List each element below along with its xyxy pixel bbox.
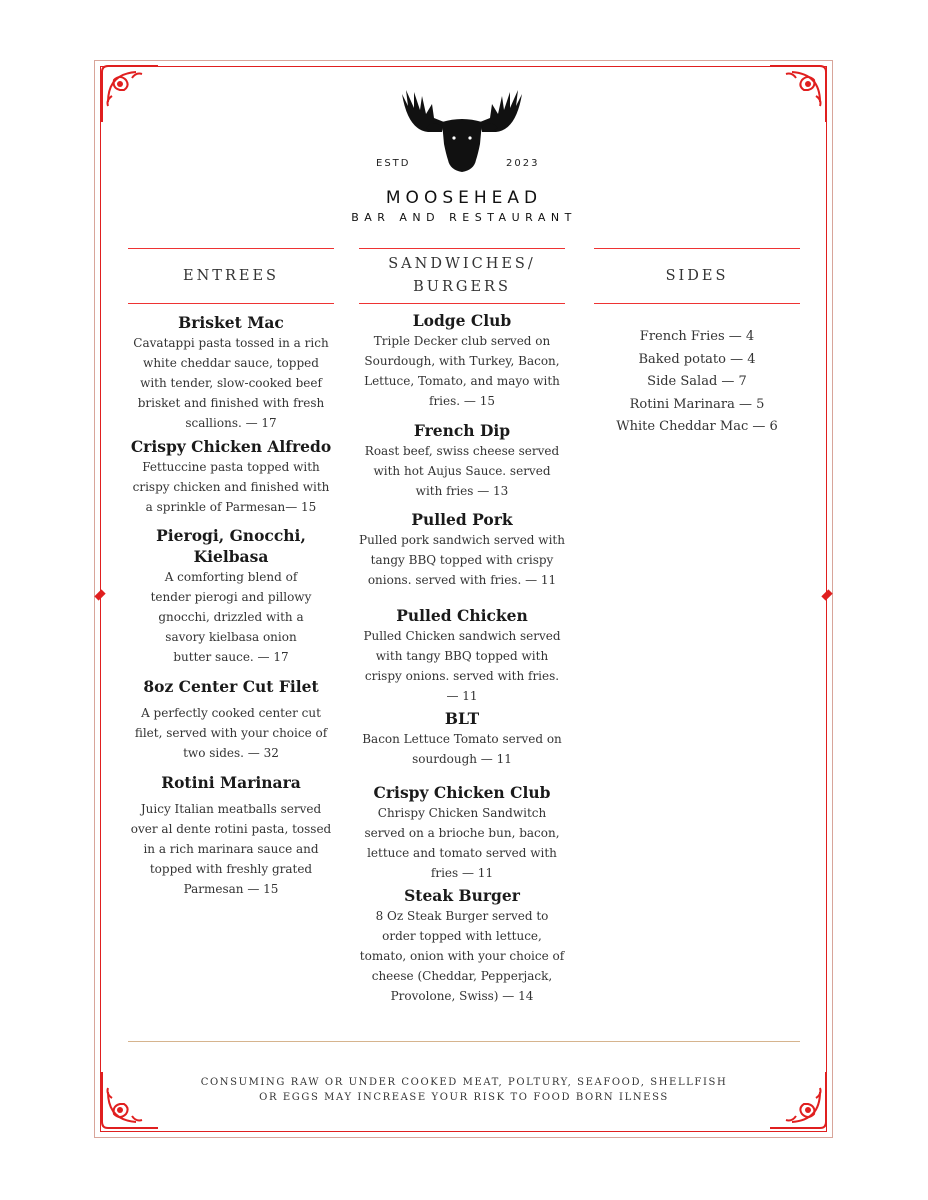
item-description: Juicy Italian meatballs served over al dente rotini pasta, tossed in a rich marinara sauce and topped with freshly grated Parmesan — 15 <box>130 802 332 896</box>
corner-flourish-icon <box>768 62 830 124</box>
item-name: Brisket Mac <box>178 313 284 332</box>
item-name: BLT <box>444 709 480 728</box>
menu-item <box>359 605 565 706</box>
footer-divider <box>128 1041 800 1042</box>
menu-item <box>128 676 334 763</box>
list-item: French Fries — 4 <box>639 329 755 344</box>
estd-label: ESTD <box>376 158 411 169</box>
sandwiches-column <box>359 248 565 1006</box>
item-description: Bacon Lettuce Tomato served on sourdough — 11 <box>362 732 562 766</box>
list-item: Rotini Marinara — 5 <box>629 396 765 412</box>
list-item: Baked potato — 4 <box>638 351 756 367</box>
sandwiches-heading: SANDWICHES/ BURGERS <box>359 248 565 304</box>
food-safety-disclaimer: CONSUMING RAW OR UNDER COOKED MEAT, POLTURY, SEAFOOD, SHELLFISH OR EGGS MAY INCREASE YOUR RISK TO FOOD BORN ILNESS <box>200 1077 728 1103</box>
menu-item <box>128 772 334 899</box>
item-description: Roast beef, swiss cheese served with hot Aujus Sauce. served with fries — 13 <box>364 444 560 498</box>
menu-item <box>359 885 565 1006</box>
menu-item <box>359 310 565 411</box>
item-description: Fettuccine pasta topped with crispy chicken and finished with a sprinkle of Parmesan— 15 <box>132 460 330 514</box>
corner-flourish-icon <box>768 1070 830 1132</box>
sides-list <box>594 326 800 439</box>
item-name: 8oz Center Cut Filet <box>143 677 319 696</box>
menu-item <box>128 525 334 667</box>
item-description: A comforting blend of tender pierogi and pillowy gnocchi, drizzled with a savory kielbasa onion butter sauce. — 17 <box>150 570 312 664</box>
sides-heading: SIDES <box>594 248 800 304</box>
corner-flourish-icon <box>98 62 160 124</box>
restaurant-tagline: BAR AND RESTAURANT <box>351 211 577 224</box>
item-description: Pulled Chicken sandwich served with tangy BBQ topped with crispy onions. served with fries. — 11 <box>363 629 561 703</box>
corner-flourish-icon <box>98 1070 160 1132</box>
item-name: Lodge Club <box>412 311 512 330</box>
item-name: Pierogi, Gnocchi, Kielbasa <box>156 526 306 566</box>
sides-column <box>594 248 800 439</box>
item-description: 8 Oz Steak Burger served to order topped with lettuce, tomato, onion with your choice of cheese (Cheddar, Pepperjack, Provolone, Swiss) — 14 <box>359 909 565 1003</box>
item-name: French Dip <box>413 421 511 440</box>
menu-item <box>359 509 565 590</box>
item-name: Crispy Chicken Alfredo <box>130 437 332 456</box>
list-item: White Cheddar Mac — 6 <box>616 419 778 434</box>
item-name: Crispy Chicken Club <box>373 783 551 802</box>
entrees-column <box>128 248 334 899</box>
menu-item <box>359 782 565 883</box>
item-name: Pulled Chicken <box>396 606 528 625</box>
restaurant-name: MOOSEHEAD <box>385 188 543 208</box>
menu-item <box>128 436 334 517</box>
item-description: Pulled pork sandwich served with tangy BBQ topped with crispy onions. served with fries. — 11 <box>359 533 565 587</box>
menu-item <box>128 312 334 433</box>
item-name: Steak Burger <box>404 886 520 905</box>
menu-item <box>359 708 565 769</box>
item-description: Cavatappi pasta tossed in a rich white cheddar sauce, topped with tender, slow-cooked beef brisket and finished with fresh scallions. — 17 <box>133 336 329 430</box>
entrees-heading: ENTREES <box>128 248 334 304</box>
item-name: Rotini Marinara <box>161 773 301 792</box>
item-name: Pulled Pork <box>411 510 513 529</box>
list-item: Side Salad — 7 <box>647 374 747 389</box>
item-description: Triple Decker club served on Sourdough, with Turkey, Bacon, Lettuce, Tomato, and mayo with fries. — 15 <box>364 334 560 408</box>
menu-item <box>359 420 565 501</box>
item-description: Chrispy Chicken Sandwitch served on a brioche bun, bacon, lettuce and tomato served with fries — 11 <box>364 806 560 880</box>
item-description: A perfectly cooked center cut filet, served with your choice of two sides. — 32 <box>134 706 328 760</box>
estd-year: 2023 <box>506 158 540 169</box>
